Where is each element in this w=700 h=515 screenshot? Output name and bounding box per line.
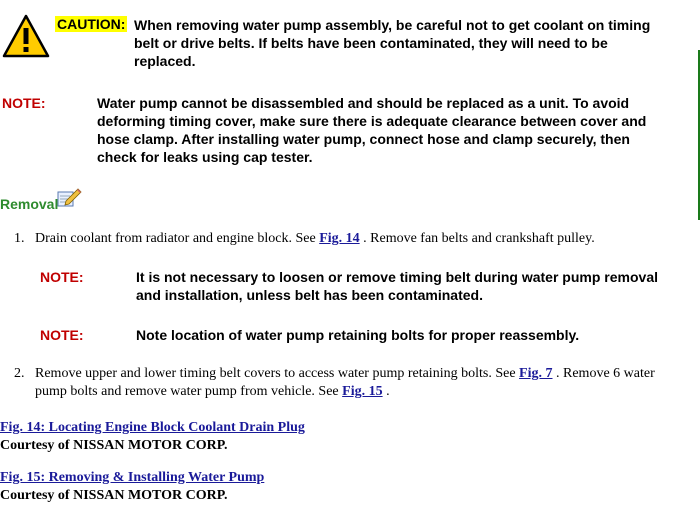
caution-line-1: When removing water pump assembly, be careful not to get coolant on timing	[134, 17, 651, 33]
fig-7-link[interactable]: Fig. 7	[519, 366, 553, 381]
note1-line-3: hose clamp. After installing water pump, connect hose and clamp securely, then	[97, 131, 630, 147]
step-2-line-1	[35, 365, 695, 383]
figure-courtesy: Courtesy of NISSAN MOTOR CORP.	[0, 488, 228, 503]
note-label: NOTE:	[2, 95, 46, 111]
step-1-text-before: Drain coolant from radiator and engine block. See	[35, 231, 316, 246]
note-text	[97, 94, 697, 166]
fig-15-title-link[interactable]: Fig. 15: Removing & Installing Water Pump	[0, 470, 265, 485]
figure-caption	[0, 419, 305, 455]
step-2-text	[35, 365, 695, 401]
fig-14-link[interactable]: Fig. 14	[319, 231, 360, 246]
caution-label: CAUTION:	[57, 16, 126, 32]
caution-text	[134, 16, 694, 70]
removal-heading: Removal	[0, 196, 59, 212]
fig-14-title-link[interactable]: Fig. 14: Locating Engine Block Coolant Drain Plug	[0, 420, 305, 435]
note2-line-1: It is not necessary to loosen or remove timing belt during water pump removal	[136, 269, 658, 285]
figure-courtesy: Courtesy of NISSAN MOTOR CORP.	[0, 438, 228, 453]
warning-triangle-icon	[2, 14, 50, 58]
step-number: 2.	[14, 366, 25, 381]
note-label: NOTE:	[40, 269, 84, 285]
note-label: NOTE:	[40, 327, 84, 343]
step-1-text-after: . Remove fan belts and crankshaft pulley.	[363, 231, 595, 246]
note1-line-1: Water pump cannot be disassembled and should be replaced as a unit. To avoid	[97, 95, 630, 111]
note2-line-2: and installation, unless belt has been contaminated.	[136, 287, 483, 303]
pencil-notepad-icon[interactable]	[56, 186, 82, 208]
caution-line-3: replaced.	[134, 53, 196, 69]
step-2-line-2	[35, 383, 695, 401]
note2-text	[136, 268, 696, 304]
step-2-line-2-before: pump bolts and remove water pump from vehicle. See	[35, 384, 339, 399]
caution-line-2: belt or drive belts. If belts have been contaminated, they will need to be	[134, 35, 608, 51]
note3-text: Note location of water pump retaining bolts for proper reassembly.	[136, 327, 580, 343]
fig-15-link[interactable]: Fig. 15	[342, 384, 383, 399]
step-1-text	[35, 230, 695, 248]
note1-line-2: deforming timing cover, make sure there is adequate clearance between cover and	[97, 113, 647, 129]
figure-caption	[0, 469, 264, 505]
step-2-line-2-after: .	[386, 384, 390, 399]
step-number: 1.	[14, 231, 25, 246]
note1-line-4: check for leaks using cap tester.	[97, 149, 313, 165]
step-2-line-1-before: Remove upper and lower timing belt covers to access water pump retaining bolts. See	[35, 366, 516, 381]
step-2-line-1-after: . Remove 6 water	[556, 366, 655, 381]
